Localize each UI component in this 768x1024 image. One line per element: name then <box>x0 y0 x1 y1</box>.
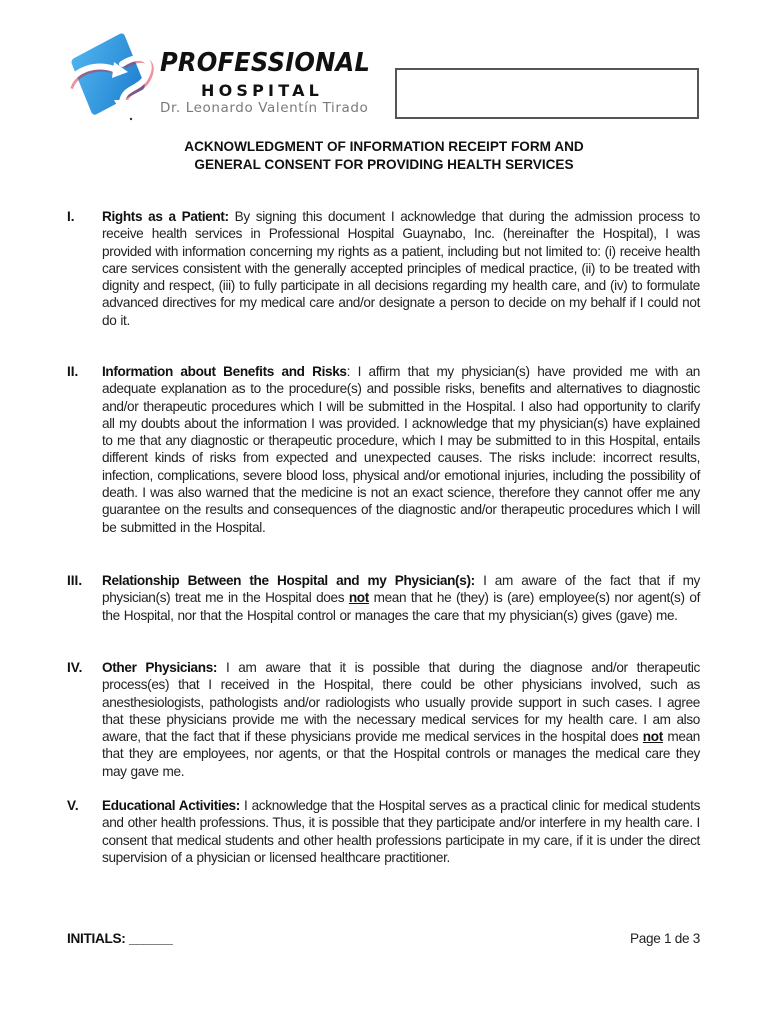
section-body: : I affirm that my physician(s) have provided me with an adequate explanation as to the procedure(s) and possible risks, benefits and alternatives to diagnostic and/or therapeutic procedures which I will be submitted in the Hospital. I also had opportunity to clarify all my doubts about the information I was provided. I acknowledge that my physician(s) have explained to me that any diagnostic or therapeutic procedure, which I may be submitted to in this Hospital, entails different kinds of risks from expected and unexpected causes. The risks include: incorrect results, infection, complications, severe blood loss, physical and/or emotional injuries, including the possibility of death. I was also warned that the medicine is not an exact science, therefore they cannot offer me any guarantee on the results and consequences of the diagnostic and/or therapeutic procedures which I will be submitted in the Hospital. <box>102 364 701 535</box>
section-text <box>102 659 700 780</box>
section-text <box>102 363 700 536</box>
section-text <box>102 572 700 624</box>
section-body-start: I am aware that it is possible that during the diagnose and/or therapeutic process(es) that I received in the Hospital, there could be other physicians involved, such as anesthesiologists, pathologists and/or radiologists who usually provide support in such cases. I agree that these physicians provide me with the necessary medical services for my health care. I am also aware, that the fact that if these physicians provide me medical services in the hospital does <box>102 660 700 745</box>
heart-arrows-logo-icon <box>62 30 162 122</box>
section-numeral: V. <box>67 798 79 813</box>
section-heading: Other Physicians: <box>102 660 218 675</box>
section-heading: Relationship Between the Hospital and my Physician(s): <box>102 573 475 588</box>
section-body-end: mean that he (they) is (are) employee(s) nor agent(s) of the Hospital, nor that the Hospital control or manages the care that my physician(s) gives (gave) me. <box>102 590 701 623</box>
initials-field[interactable]: INITIALS: ______ <box>67 931 173 946</box>
title-line-2: GENERAL CONSENT FOR PROVIDING HEALTH SERVICES <box>194 157 574 172</box>
section-numeral: I. <box>67 209 75 224</box>
section-heading: Rights as a Patient: <box>102 209 229 224</box>
section-text <box>102 208 700 329</box>
logo-wordmark: PROFESSIONAL <box>160 48 371 78</box>
section-heading: Information about Benefits and Risks <box>102 364 347 379</box>
emphasis-not: not <box>642 729 663 745</box>
logo-subword: HOSPITAL <box>201 81 324 100</box>
logo-tagline: Dr. Leonardo Valentín Tirado <box>160 100 369 116</box>
document-title <box>0 138 768 174</box>
section-numeral: II. <box>67 364 79 379</box>
patient-label-box[interactable] <box>395 68 699 119</box>
hospital-logo <box>62 30 372 125</box>
section-body-start: I am aware of the fact that if my physician(s) treat me in the Hospital does <box>102 573 700 606</box>
emphasis-not: not <box>348 590 369 606</box>
title-line-1: ACKNOWLEDGMENT OF INFORMATION RECEIPT FORM AND <box>184 139 584 154</box>
section-heading: Educational Activities: <box>102 798 240 813</box>
page-number: Page 1 de 3 <box>629 931 700 946</box>
section-body: I acknowledge that the Hospital serves as a practical clinic for medical students and other health professions. Thus, it is possible that they participate and/or interfere in my health care. I consent that medical students and other health professions participate in my care, if it is under the direct supervision of a physician or licensed healthcare practitioner. <box>102 798 701 865</box>
section-numeral: III. <box>67 573 83 588</box>
section-body: By signing this document I acknowledge that during the admission process to receive health services in Professional Hospital Guaynabo, Inc. (hereinafter the Hospital), I was provided with information concerning my rights as a patient, including but not limited to: (i) receive health care services consistent with the generally accepted principles of medical practice, (ii) to be treated with dignity and respect, (iii) to fully participate in all decisions regarding my health care, and (iv) to formulate advanced directives for my medical care and/or designate a person to decide on my behalf if I could not do it. <box>102 209 701 328</box>
section-body-end: mean that they are employees, nor agents, or that the Hospital controls or manages the medical care they may gave me. <box>102 729 700 779</box>
section-numeral: IV. <box>67 660 83 675</box>
section-text <box>102 797 700 866</box>
